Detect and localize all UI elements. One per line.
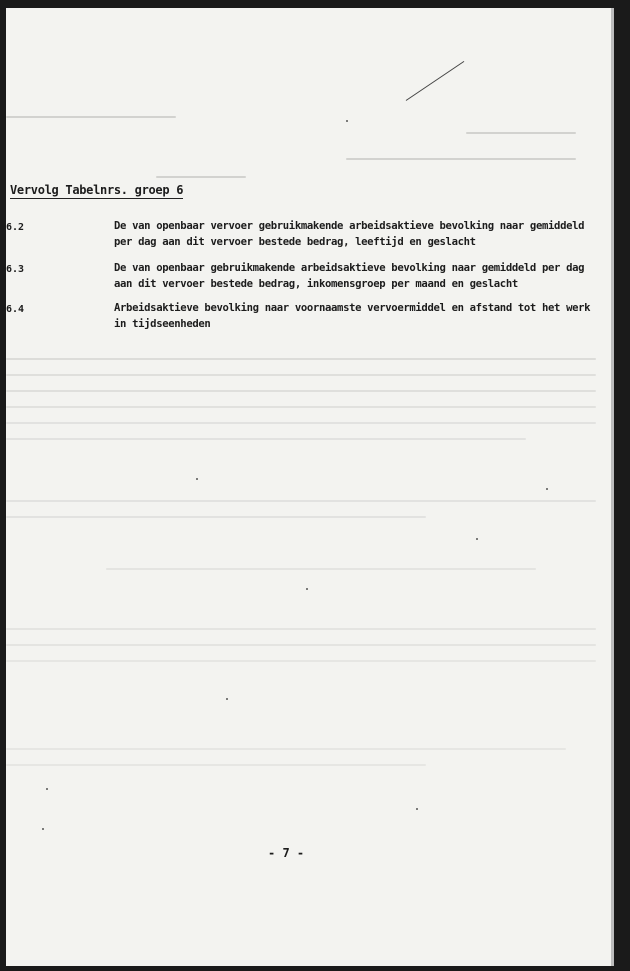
page-edge bbox=[611, 8, 614, 966]
scan-speck bbox=[46, 788, 48, 790]
document-page bbox=[6, 8, 614, 966]
bleed-through-line bbox=[6, 764, 426, 766]
bleed-through-line bbox=[6, 628, 596, 630]
scan-speck bbox=[416, 808, 418, 810]
bleed-through-line bbox=[6, 516, 426, 518]
bleed-through-line bbox=[156, 176, 246, 178]
bleed-through-line bbox=[346, 158, 576, 160]
bleed-through-line bbox=[466, 132, 576, 134]
scan-speck bbox=[546, 488, 548, 490]
table-description: Arbeidsaktieve bevolking naar voornaamste vervoermiddel en afstand tot het werk in tijdseenheden bbox=[114, 302, 591, 330]
table-number: 6.3 bbox=[6, 264, 25, 275]
bleed-through-line bbox=[6, 748, 566, 750]
bleed-through-line bbox=[6, 374, 596, 376]
bleed-through-line bbox=[6, 660, 596, 662]
scan-speck bbox=[42, 828, 44, 830]
page-number: - 7 - bbox=[268, 846, 305, 860]
scan-speck bbox=[346, 120, 348, 122]
pencil-mark bbox=[406, 61, 465, 101]
bleed-through-line bbox=[6, 390, 596, 392]
section-heading: Vervolg Tabelnrs. groep 6 bbox=[10, 183, 184, 197]
bleed-through-line bbox=[6, 644, 596, 646]
table-number: 6.4 bbox=[6, 304, 25, 315]
bleed-through-line bbox=[106, 568, 536, 570]
scan-speck bbox=[226, 698, 228, 700]
bleed-through-line bbox=[6, 406, 596, 408]
bleed-through-line bbox=[6, 438, 526, 440]
scan-speck bbox=[476, 538, 478, 540]
scan-speck bbox=[196, 478, 198, 480]
bleed-through-line bbox=[6, 422, 596, 424]
bleed-through-line bbox=[6, 358, 596, 360]
table-description: De van openbaar vervoer gebruikmakende arbeidsaktieve bevolking naar gemiddeld per dag aan dit vervoer bestede bedrag, leeftijd en geslacht bbox=[114, 220, 585, 248]
bleed-through-line bbox=[6, 500, 596, 502]
table-number: 6.2 bbox=[6, 222, 25, 233]
table-description: De van openbaar gebruikmakende arbeidsaktieve bevolking naar gemiddeld per dag aan dit vervoer bestede bedrag, inkomensgroep per maand en geslacht bbox=[114, 262, 585, 290]
scan-speck bbox=[306, 588, 308, 590]
bleed-through-line bbox=[6, 116, 176, 118]
